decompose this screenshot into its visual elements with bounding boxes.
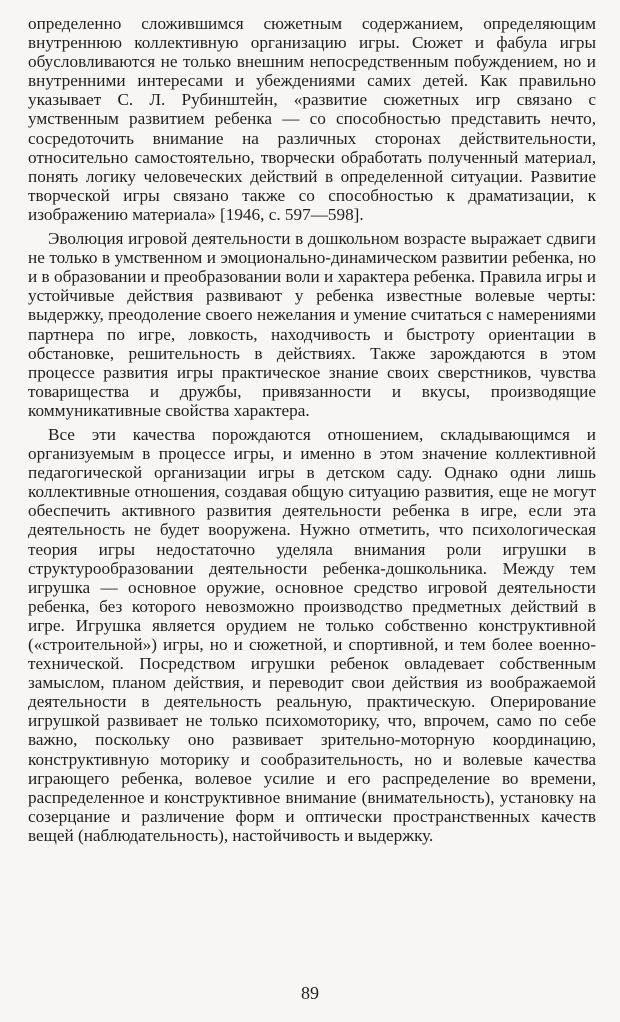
paragraph-3: Все эти качества порождаются отношением, складывающимся и организуемым в процессе игры, и именно в этом значение коллективной педагогической организации игры в детском саду. Однако одни лишь коллективные отношения, создавая общую ситуацию развития, еще не могут обеспечить активного развития деятельности ребенка в игре, если эта деятельность не будет вооружена. Нужно отметить, что психологическая теория игры недостаточно уделяла внимания роли игрушки в структурообразовании деятельности ребенка-дошкольника. Между тем игрушка — основное оружие, основное средство игровой деятельности ребенка, без которого невозможно производство предметных действий в игре. Игрушка является орудием не только собственно конструктивной («строительной») игры, но и сюжетной, и спортивной, и тем более военно-технической. Посредством игрушки ребенок овладевает собственным замыслом, планом действия, и переводит свои действия из воображаемой деятельности в деятельность реальную, практическую. Оперирование игрушкой развивает не только психомоторику, что, впрочем, само по себе важно, поскольку оно развивает зрительно-моторную координацию, конструктивную моторику и сообразительность, но и волевые качества играющего ребенка, волевое усилие и его распределение во времени, распределенное и конструктивное внимание (внимательность), установку на созерцание и различение форм и оптически пространственных качеств вещей (наблюдательность), настойчивость и выдержку.	[28, 424, 596, 845]
paragraph-1: определенно сложившимся сюжетным содержанием, определяющим внутреннюю коллективную организацию игры. Сюжет и фабула игры обусловливаются не только внешним непосредственным побуждением, но и внутренними интересами и убеждениями самих детей. Как правильно указывает С. Л. Рубинштейн, «развитие сюжетных игр связано с умственным развитием ребенка — со способностью представить нечто, сосредоточить внимание на различных сторонах действительности, относительно самостоятельно, творчески обработать полученный материал, понять логику человеческих действий в определенной ситуации. Развитие творческой игры связано также со способностью к драматизации, к изображению материала» [1946, с. 597—598].	[28, 14, 596, 224]
paragraph-2: Эволюция игровой деятельности в дошкольном возрасте выражает сдвиги не только в умственном и эмоционально-динамическом развитии ребенка, но и в образовании и преобразовании воли и характера ребенка. Правила игры и устойчивые действия развивают у ребенка известные волевые черты: выдержку, преодоление своего нежелания и умение считаться с намерениями партнера по игре, ловкость, находчивость и быстроту ориентации в обстановке, решительность в действиях. Также зарождаются в этом процессе развития игры практическое знание своих сверстников, чувства товарищества и дружбы, привязанности и вкусы, производящие коммуникативные свойства характера.	[28, 229, 596, 420]
page-body	[28, 14, 596, 845]
page-number: 89	[301, 983, 319, 1003]
